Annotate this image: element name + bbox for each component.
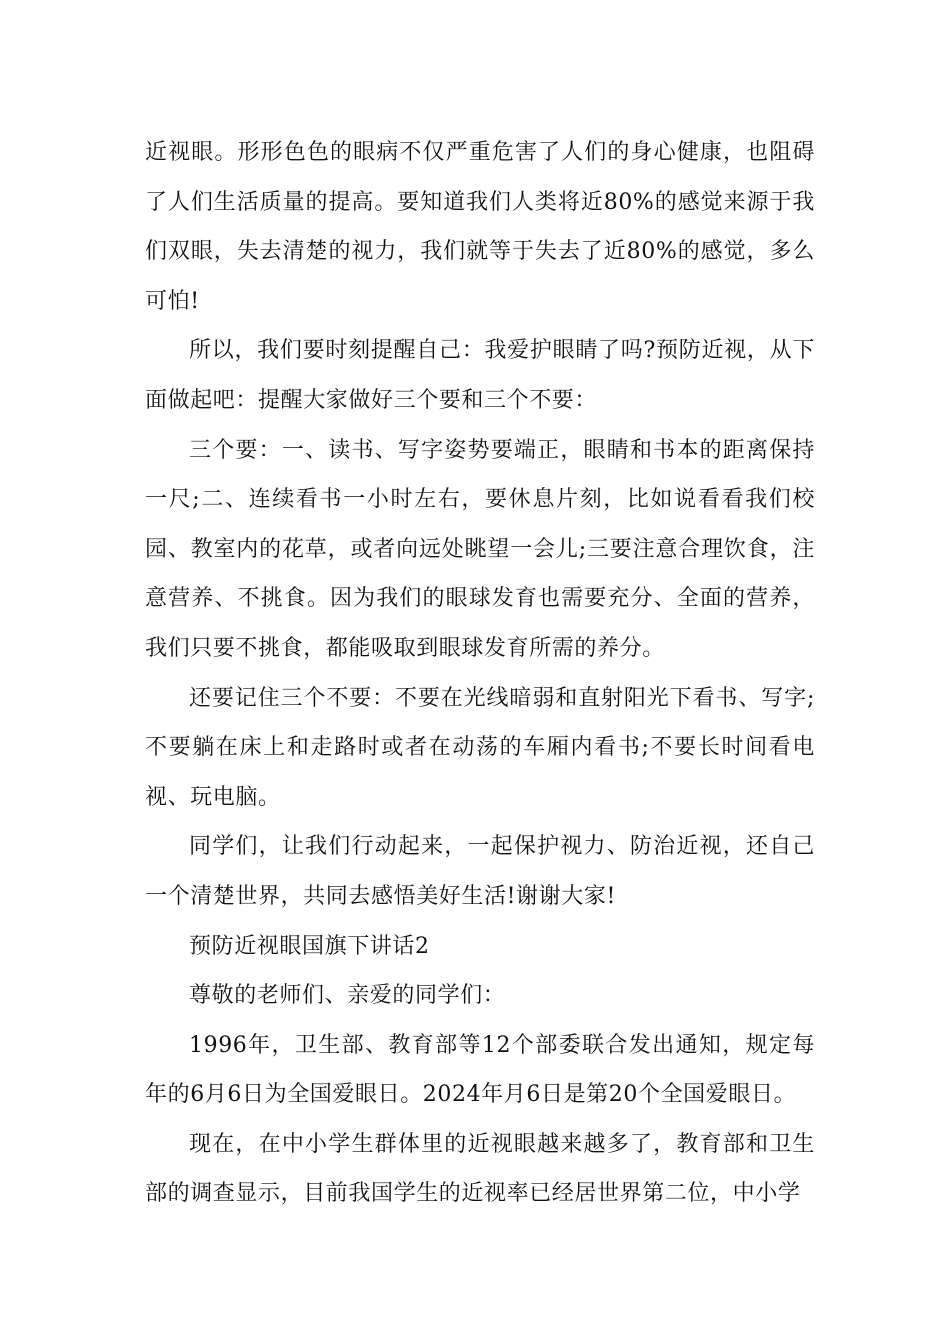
paragraph-5: 同学们，让我们行动起来，一起保护视力、防治近视，还自己一个清楚世界，共同去感悟美好生活!谢谢大家! xyxy=(145,834,815,909)
document-body xyxy=(145,128,815,1219)
paragraph-9: 现在，在中小学生群体里的近视眼越来越多了，教育部和卫生部的调查显示，目前我国学生的近视率已经居世界第二位，中小学 xyxy=(145,1131,815,1207)
salutation: 尊敬的老师们、亲爱的同学们： xyxy=(189,983,506,1009)
section-heading: 预防近视眼国旗下讲话2 xyxy=(189,933,430,959)
paragraph-8: 1996年，卫生部、教育部等12个部委联合发出通知，规定每年的6月6日为全国爱眼日。2024年月6日是第20个全国爱眼日。 xyxy=(145,1032,815,1108)
paragraph-3: 三个要：一、读书、写字姿势要端正，眼睛和书本的距离保持一尺;二、连续看书一小时左右，要休息片刻，比如说看看我们校园、教室内的花草，或者向远处眺望一会儿;三要注意合理饮食，注意营养、不挑食。因为我们的眼球发育也需要充分、全面的营养，我们只要不挑食，都能吸取到眼球发育所需的养分。 xyxy=(145,437,815,661)
paragraph-1: 近视眼。形形色色的眼病不仅严重危害了人们的身心健康，也阻碍了人们生活质量的提高。要知道我们人类将近80%的感觉来源于我们双眼，失去清楚的视力，我们就等于失去了近80%的感觉，多么可怕! xyxy=(145,140,815,314)
paragraph-4: 还要记住三个不要：不要在光线暗弱和直射阳光下看书、写字;不要躺在床上和走路时或者在动荡的车厢内看书;不要长时间看电视、玩电脑。 xyxy=(145,685,815,810)
paragraph-2: 所以，我们要时刻提醒自己：我爱护眼睛了吗?预防近视，从下面做起吧：提醒大家做好三个要和三个不要： xyxy=(145,338,815,413)
